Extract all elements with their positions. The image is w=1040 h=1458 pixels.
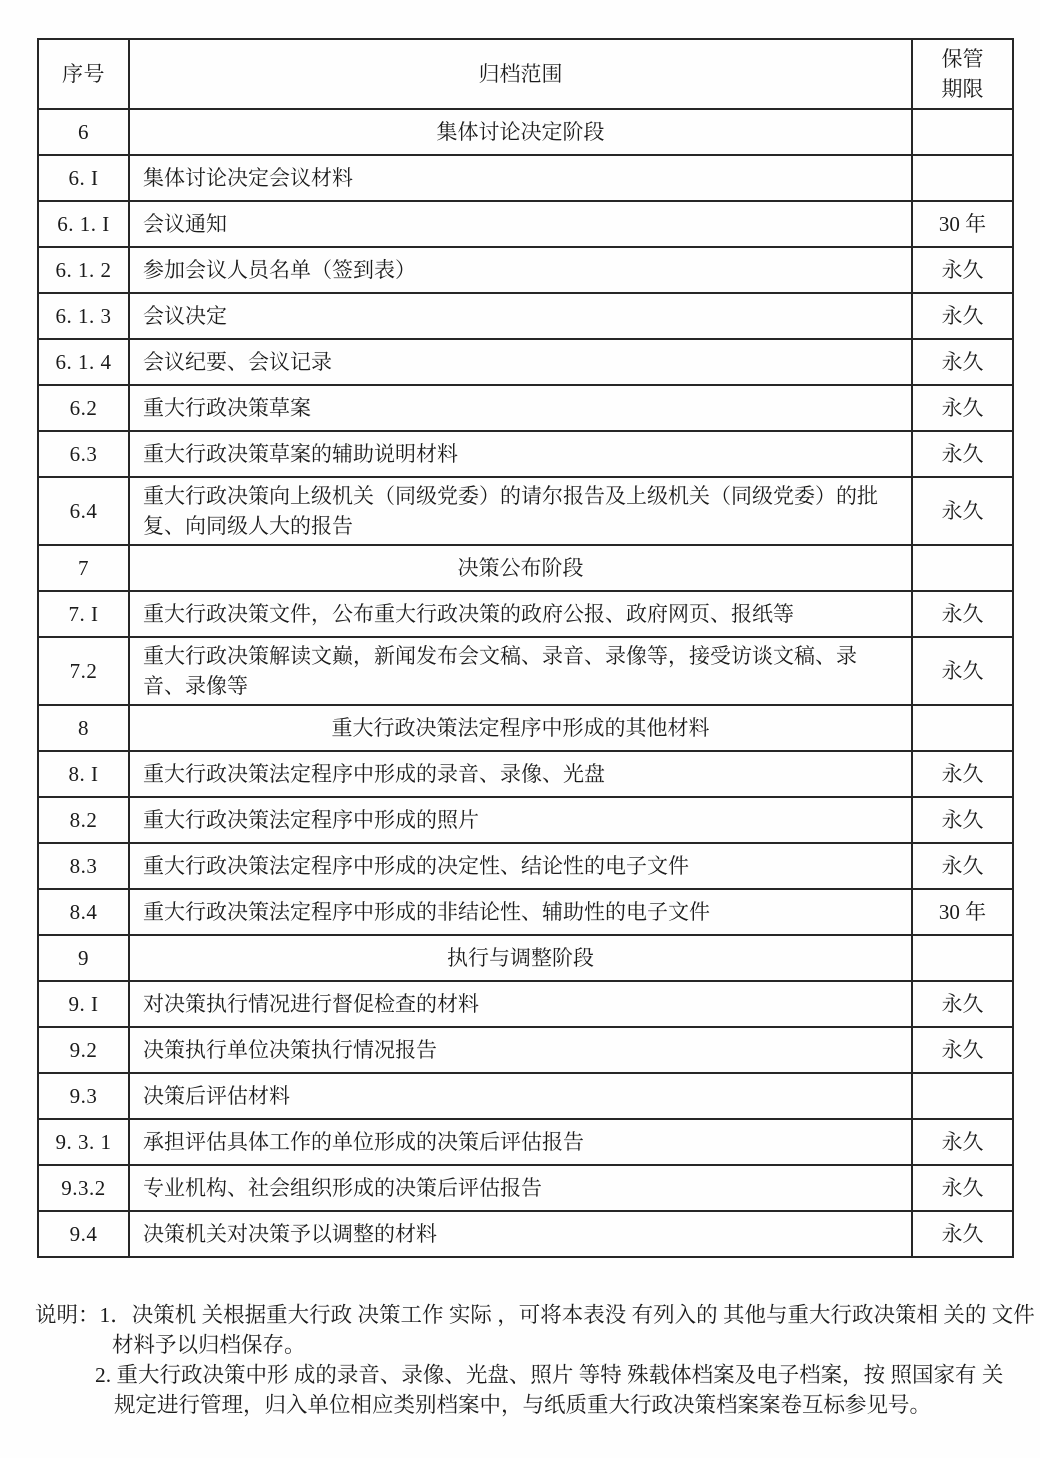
- table-row-9-4: [38, 1211, 1013, 1257]
- row-retention: 永久: [912, 981, 1013, 1027]
- table-row-6-2: [38, 385, 1013, 431]
- table-header-row: [38, 39, 1013, 109]
- row-scope: 重大行政决策草案的辅助说明材料: [129, 431, 912, 477]
- table-row-8-3: [38, 843, 1013, 889]
- row-scope: 执行与调整阶段: [129, 935, 912, 981]
- note-2-line-2: 规定进行管理，归入单位相应类别档案中，与纸质重大行政决策档案案卷互标参见号。: [114, 1393, 932, 1417]
- table-row-6-4: [38, 477, 1013, 545]
- row-retention: 永久: [912, 1211, 1013, 1257]
- row-scope: 重大行政决策解读文巅，新闻发布会文稿、录音、录像等，接受访谈文稿、录音、录像等: [129, 637, 912, 705]
- row-retention: [912, 1073, 1013, 1119]
- note-1-line-1: 说明：1．决策机 关根据重大行政 决策工作 实际 ，可将本表没 有列入的 其他与重大行政决策相 关的 文件: [35, 1303, 1035, 1327]
- table-row-7-2: [38, 637, 1013, 705]
- row-serial: 6. I: [38, 155, 129, 201]
- row-retention: 永久: [912, 247, 1013, 293]
- row-retention: [912, 935, 1013, 981]
- row-serial: 6. 1. 3: [38, 293, 129, 339]
- row-scope: 专业机构、社会组织形成的决策后评估报告: [129, 1165, 912, 1211]
- row-serial: 8.2: [38, 797, 129, 843]
- row-scope: 决策执行单位决策执行情况报告: [129, 1027, 912, 1073]
- row-retention: [912, 155, 1013, 201]
- row-scope: 重大行政决策法定程序中形成的照片: [129, 797, 912, 843]
- row-retention: 永久: [912, 1165, 1013, 1211]
- row-serial: 8.3: [38, 843, 129, 889]
- header-retention-line2: 期限: [941, 77, 984, 101]
- table-row-7-1: [38, 591, 1013, 637]
- row-scope: 承担评估具体工作的单位形成的决策后评估报告: [129, 1119, 912, 1165]
- row-retention: 永久: [912, 385, 1013, 431]
- row-retention: 永久: [912, 843, 1013, 889]
- table-row-8-2: [38, 797, 1013, 843]
- row-retention: 30 年: [912, 889, 1013, 935]
- row-serial: 8. I: [38, 751, 129, 797]
- row-retention: 永久: [912, 591, 1013, 637]
- table-row-section-9: [38, 935, 1013, 981]
- header-serial-number: 序号: [38, 39, 129, 109]
- row-serial: 9. I: [38, 981, 129, 1027]
- row-scope: 重大行政决策法定程序中形成的录音、录像、光盘: [129, 751, 912, 797]
- row-serial: 8.4: [38, 889, 129, 935]
- row-scope: 决策机关对决策予以调整的材料: [129, 1211, 912, 1257]
- row-serial: 6. 1. 2: [38, 247, 129, 293]
- row-retention: [912, 109, 1013, 155]
- row-retention: 永久: [912, 1119, 1013, 1165]
- row-serial: 7: [38, 545, 129, 591]
- row-scope: 会议决定: [129, 293, 912, 339]
- row-serial: 6.4: [38, 477, 129, 545]
- row-serial: 8: [38, 705, 129, 751]
- archive-scope-table: [37, 38, 1014, 1258]
- row-serial: 6. 1. I: [38, 201, 129, 247]
- row-scope: 重大行政决策法定程序中形成的非结论性、辅助性的电子文件: [129, 889, 912, 935]
- row-serial: 9. 3. 1: [38, 1119, 129, 1165]
- row-scope: 重大行政决策法定程序中形成的其他材料: [129, 705, 912, 751]
- row-retention: [912, 705, 1013, 751]
- table-row-section-6: [38, 109, 1013, 155]
- row-serial: 7. I: [38, 591, 129, 637]
- header-retention-line1: 保管: [941, 46, 984, 71]
- row-retention: 永久: [912, 1027, 1013, 1073]
- row-retention: 永久: [912, 637, 1013, 705]
- table-row-section-7: [38, 545, 1013, 591]
- table-row-8-4: [38, 889, 1013, 935]
- row-serial: 9.4: [38, 1211, 129, 1257]
- row-retention: 永久: [912, 431, 1013, 477]
- row-retention: 永久: [912, 751, 1013, 797]
- row-scope: 重大行政决策法定程序中形成的决定性、结论性的电子文件: [129, 843, 912, 889]
- row-scope: 决策公布阶段: [129, 545, 912, 591]
- header-retention-period: [912, 39, 1013, 109]
- table-row-6-1-2: [38, 247, 1013, 293]
- explanatory-notes: [35, 1300, 1035, 1420]
- row-retention: 永久: [912, 477, 1013, 545]
- table-row-9-3-2: [38, 1165, 1013, 1211]
- row-scope: 重大行政决策草案: [129, 385, 912, 431]
- row-serial: 6.3: [38, 431, 129, 477]
- row-retention: [912, 545, 1013, 591]
- row-serial: 6. 1. 4: [38, 339, 129, 385]
- row-scope: 集体讨论决定会议材料: [129, 155, 912, 201]
- row-retention: 永久: [912, 293, 1013, 339]
- row-scope: 重大行政决策文件，公布重大行政决策的政府公报、政府网页、报纸等: [129, 591, 912, 637]
- table-row-6-1-4: [38, 339, 1013, 385]
- table-row-9-3-1: [38, 1119, 1013, 1165]
- row-retention: 永久: [912, 797, 1013, 843]
- row-retention: 30 年: [912, 201, 1013, 247]
- note-2-line-1: 2. 重大行政决策中形 成的录音、录像、光盘、照片 等特 殊载体档案及电子档案，按 照国家有 关: [95, 1363, 1004, 1387]
- header-filing-scope: 归档范围: [129, 39, 912, 109]
- table-row-6-3: [38, 431, 1013, 477]
- row-scope: 对决策执行情况进行督促检查的材料: [129, 981, 912, 1027]
- table-row-6-1-3: [38, 293, 1013, 339]
- row-serial: 9.3: [38, 1073, 129, 1119]
- table-row-9-3: [38, 1073, 1013, 1119]
- table-row-section-8: [38, 705, 1013, 751]
- row-serial: 9.3.2: [38, 1165, 129, 1211]
- row-scope: 参加会议人员名单（签到表）: [129, 247, 912, 293]
- table-row-6-1-1: [38, 201, 1013, 247]
- table-row-9-1: [38, 981, 1013, 1027]
- row-retention: 永久: [912, 339, 1013, 385]
- row-scope: 会议纪要、会议记录: [129, 339, 912, 385]
- row-scope: 重大行政决策向上级机关（同级党委）的请尔报告及上级机关（同级党委）的批复、向同级人大的报告: [129, 477, 912, 545]
- table-row-9-2: [38, 1027, 1013, 1073]
- row-serial: 9: [38, 935, 129, 981]
- row-serial: 9.2: [38, 1027, 129, 1073]
- row-scope: 会议通知: [129, 201, 912, 247]
- note-1-line-2: 材料予以归档保存。: [112, 1333, 306, 1357]
- table-row-8-1: [38, 751, 1013, 797]
- table-row-6-1: [38, 155, 1013, 201]
- row-scope: 决策后评估材料: [129, 1073, 912, 1119]
- row-serial: 7.2: [38, 637, 129, 705]
- row-serial: 6: [38, 109, 129, 155]
- row-serial: 6.2: [38, 385, 129, 431]
- row-scope: 集体讨论决定阶段: [129, 109, 912, 155]
